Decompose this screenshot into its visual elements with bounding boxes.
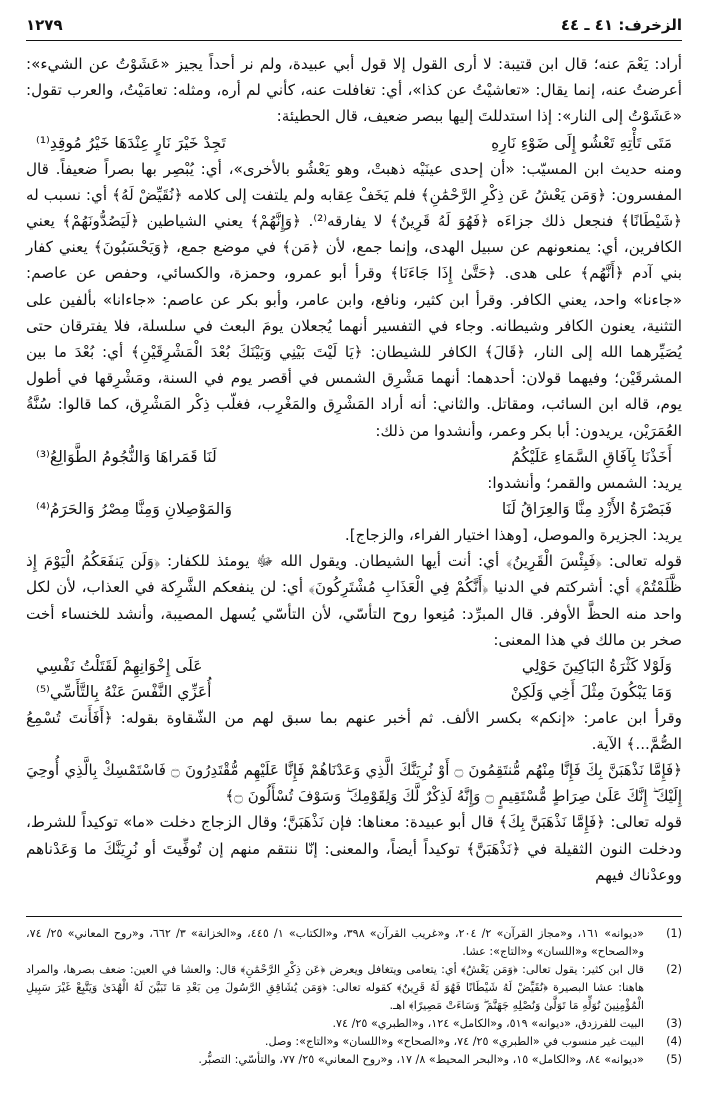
verse-second-hemistich: لَنَا قَمَراهَا وَالنُّجُومُ الطَّوَالِعُ⁽³⁾	[36, 447, 217, 466]
paragraph: قوله تعالى: ﴿فَإِمَّا نَذْهَبَنَّ بِكَ﴾ قال أبو عبيدة: معناها: فإن نَذْهَبَنَّ؛ وقال الزجاج دخلت «ما» توكيداً للشرط، ودخلت النون الثقيلة في ﴿نَذْهَبَنَّ﴾ توكيداً أيضاً، والمعنى: إنّا ننتقم منهم إن تُوفِّيتَ أو نُرِيَنَّكَ ما وَعَدْناهم ووعدْناك فيهم	[26, 813, 682, 884]
paragraph: أراد: يَعْمَ عنه؛ قال ابن قتيبة: لا أرى القول إلا قول أبي عبيدة، ولم نر أحداً يجيز «عَشَوْتُ عن الشيء»: أعرضتُ عنه، إنما يقال: «تعاشيْتُ عن كذا»، أي: تغافلت عنه، كأني لم أره، ومثله: تعامَيْتُ، والعرب تقول: «عَشَوْتُ إلى النار»: إذا استدللتَ إليها ببصر ضعيف، قال الحطيئة:	[26, 55, 682, 126]
poetry-verse	[26, 130, 682, 156]
footnote-number: (1)	[666, 927, 682, 940]
footnote	[26, 1051, 682, 1069]
footnote-text: «ديوانه» ١٦١، و«مجاز القرآن» ٢/ ٢٠٤، و«غريب القرآن» ٣٩٨، و«الكتاب» ١/ ٤٤٥، و«الخزانة» ٣/ ٦٦٢، و«روح المعاني» ٢٥/ ٧٤، و«الصحاح» و«اللسان» و«التاج»: عشا.	[26, 927, 645, 958]
verse-first-hemistich: مَتَى تَأْتِهِ تَعْشُو إِلَى ضَوْءِ نَارِهِ	[491, 133, 672, 152]
footnote	[26, 925, 682, 961]
poetry-verse	[26, 679, 682, 705]
footnote-number: (3)	[666, 1017, 682, 1030]
surah-reference: الزخرف: ٤١ ـ ٤٤	[560, 16, 682, 34]
footnotes	[26, 916, 682, 1069]
running-header	[26, 12, 682, 41]
footnote-number: (5)	[666, 1053, 682, 1066]
main-text	[26, 51, 682, 888]
quran-verses: ﴿فَإِمَّا نَذْهَبَنَّ بِكَ فَإِنَّا مِنْهُم مُّنتَقِمُونَ ۝ أَوْ نُرِيَنَّكَ الَّذِي وَعَدْنَاهُمْ فَإِنَّا عَلَيْهِم مُّقْتَدِرُونَ ۝ فَاسْتَمْسِكْ بِالَّذِي أُوحِيَ إِلَيْكَ ۖ إِنَّكَ عَلَىٰ صِرَاطٍ مُّسْتَقِيمٍ ۝ وَإِنَّهُ لَذِكْرٌ لَّكَ وَلِقَوْمِكَ ۖ وَسَوْفَ تُسْأَلُونَ ۝﴾	[26, 761, 682, 806]
poetry-verse	[26, 496, 682, 522]
verse-second-hemistich: أُعَزِّي النَّفْسَ عَنْهُ بِالتَّأَسِّي⁽⁵⁾	[36, 683, 212, 702]
verse-first-hemistich: أَخَذْنَا بِآفَاقِ السَّمَاءِ عَلَيْكُمُ	[511, 447, 672, 466]
verse-second-hemistich: عَلَى إِخْوَانِهِمْ لَقَتَلْتُ نَفْسِي	[36, 657, 203, 676]
footnote	[26, 1015, 682, 1033]
footnote-text: «ديوانه» ٨٤، و«الكامل» ١٥، و«البحر المحيط» ٨/ ١٧، و«روح المعاني» ٢٥/ ٧٧، والتأسّي: التصبُّر.	[198, 1053, 644, 1066]
footnote-text: البيت للفرزدق، «ديوانه» ٥١٩، و«الكامل» ١٢٤، و«الطبري» ٢٥/ ٧٤.	[332, 1017, 644, 1030]
paragraph: يريد: الشمس والقمر؛ وأنشدوا:	[487, 473, 682, 492]
footnote-number: (4)	[666, 1035, 682, 1048]
footnote-text: قال ابن كثير: يقول تعالى: ﴿وَمَن يَعْشُ﴾ أي: يتعامى ويتغافل ويعرض ﴿عَن ذِكْرِ الرَّحْمَٰنِ﴾ قال: والعشا في العين: ضعف بصرها، والمراد هاهنا: عشا البصيرة ﴿نُقَيِّضْ لَهُ شَيْطَانًا فَهُوَ لَهُ قَرِينٌ﴾ كقوله تعالى: ﴿وَمَن يُشَاقِقِ الرَّسُولَ مِن بَعْدِ مَا تَبَيَّنَ لَهُ الْهُدَىٰ وَيَتَّبِعْ غَيْرَ سَبِيلِ الْمُؤْمِنِينَ نُوَلِّهِ مَا تَوَلَّىٰ وَنُصْلِهِ جَهَنَّمَ ۖ وَسَاءَتْ مَصِيرًا﴾ اهـ.	[26, 963, 644, 1012]
poetry-verse	[26, 653, 682, 679]
page-number: ١٢٧٩	[26, 16, 63, 34]
verse-first-hemistich: فَبَصْرَةُ الأَزْدِ مِنَّا وَالعِرَاقُ لَنَا	[501, 500, 672, 519]
footnote	[26, 1033, 682, 1051]
paragraph: يريد: الجزيرة والموصل، [وهذا اختيار الفراء، والزجاج].	[344, 526, 682, 545]
paragraph: قوله تعالى: ﴿فَبِئْسَ الْقَرِينُ﴾ أي: أنت أيها الشيطان. ويقول الله ﷻ يومئذ للكفار: ﴿وَلَن يَنفَعَكُمُ الْيَوْمَ إِذ ظَّلَمْتُمْ﴾ أي: أشركتم في الدنيا ﴿أَنَّكُمْ فِي الْعَذَابِ مُشْتَرِكُونَ﴾ أي: لن ينفعكم الشَّرِكة في العذاب، لأن لكل واحد منه الحظَّ الأوفر. قال المبرِّد: مُنِعوا روح التأسّي، لأن التأسّي يُسهل المصيبة، وأنشد للخنساء أخت صخر بن مالك في هذا المعنى:	[26, 552, 682, 649]
footnote	[26, 961, 682, 1015]
poetry-verse	[26, 444, 682, 470]
paragraph: ومنه حديث ابن المسيّب: «أن إحدى عينَيْه ذهبتْ، وهو يَعْشُو بالأخرى»، أي: يُبْصِر بها بصراً ضعيفاً. قال المفسرون: ﴿وَمَن يَعْشُ عَن ذِكْرِ الرَّحْمَٰنِ﴾ فلم يَخَفْ عِقابه ولم يلتفت إلى كلامه ﴿نُقَيِّضْ لَهُ﴾ أي: نسبب له ﴿شَيْطَانًا﴾ فنجعل ذلك جزاءَه ﴿فَهُوَ لَهُ قَرِينٌ﴾ لا يفارقه⁽²⁾. ﴿وَإِنَّهُمْ﴾ يعني الشياطين ﴿لَيَصُدُّونَهُمْ﴾ يعني الكافرين، أي: يمنعونهم عن سبيل الهدى، وإنما جمع، لأن ﴿مَن﴾ في موضع جمع، ﴿وَيَحْسَبُونَ﴾ يعني كفار بني آدم ﴿أَنَّهُم﴾ على هدى. ﴿حَتَّىٰ إِذَا جَاءَنَا﴾ وقرأ أبو عمرو، وحمزة، والكسائي، وحفص عن عاصم: «جاءنا» واحد، يعني الكافر. وقرأ ابن كثير، ونافع، وابن عامر، وأبو بكر عن عاصم: «جاءانا» بألفين على التثنية، يعنون الكافر وشيطانه. وجاء في التفسير أنهما يُجعلان يومَ البعث في سلسلة، فلا يفترقان حتى يُصَيِّرهما الله إلى النار، ﴿قَالَ﴾ الكافر للشيطان: ﴿يَا لَيْتَ بَيْنِي وَبَيْنَكَ بُعْدَ الْمَشْرِقَيْنِ﴾ أي: بُعْدَ ما بين المشرقَيْن؛ وفيهما قولان: أحدهما: أنهما مَشْرِق الشمس في أقصر يوم في السنة، ومَشْرِقها في أطول يوم، قاله ابن السائب، ومقاتل. والثاني: أنه أراد المَشْرِق والمَغْرِب، فغلّب ذِكْر المَشْرِق، كما قالوا: سُنَّةُ العُمَرَيْن، يريدون: أبا بكر وعمر، وأنشدوا من ذلك:	[26, 159, 682, 440]
paragraph: وقرأ ابن عامر: «إنكم» بكسر الألف. ثم أخبر عنهم بما سبق لهم من الشّقاوة بقوله: ﴿أَفَأَنتَ تُسْمِعُ الصُّمَّ...﴾ الآية.	[26, 709, 682, 754]
verse-second-hemistich: تَجِدْ خَيْرَ نَارٍ عِنْدَهَا خَيْرُ مُوقِدِ⁽¹⁾	[36, 133, 226, 152]
footnote-text: البيت غير منسوب في «الطبري» ٢٥/ ٧٤، و«الصحاح» و«اللسان» و«التاج»: وصل.	[264, 1035, 644, 1048]
verse-first-hemistich: وَلَوْلا كَثْرَةُ البَاكِينَ حَوْلِي	[521, 657, 672, 676]
verse-second-hemistich: وَالمَوْصِلانِ وَمِنَّا مِصْرُ وَالحَرَمُ⁽⁴⁾	[36, 500, 233, 519]
footnote-number: (2)	[666, 963, 682, 976]
verse-first-hemistich: وَمَا يَبْكُونَ مِثْلَ أَخِي وَلَكِنْ	[510, 683, 672, 702]
